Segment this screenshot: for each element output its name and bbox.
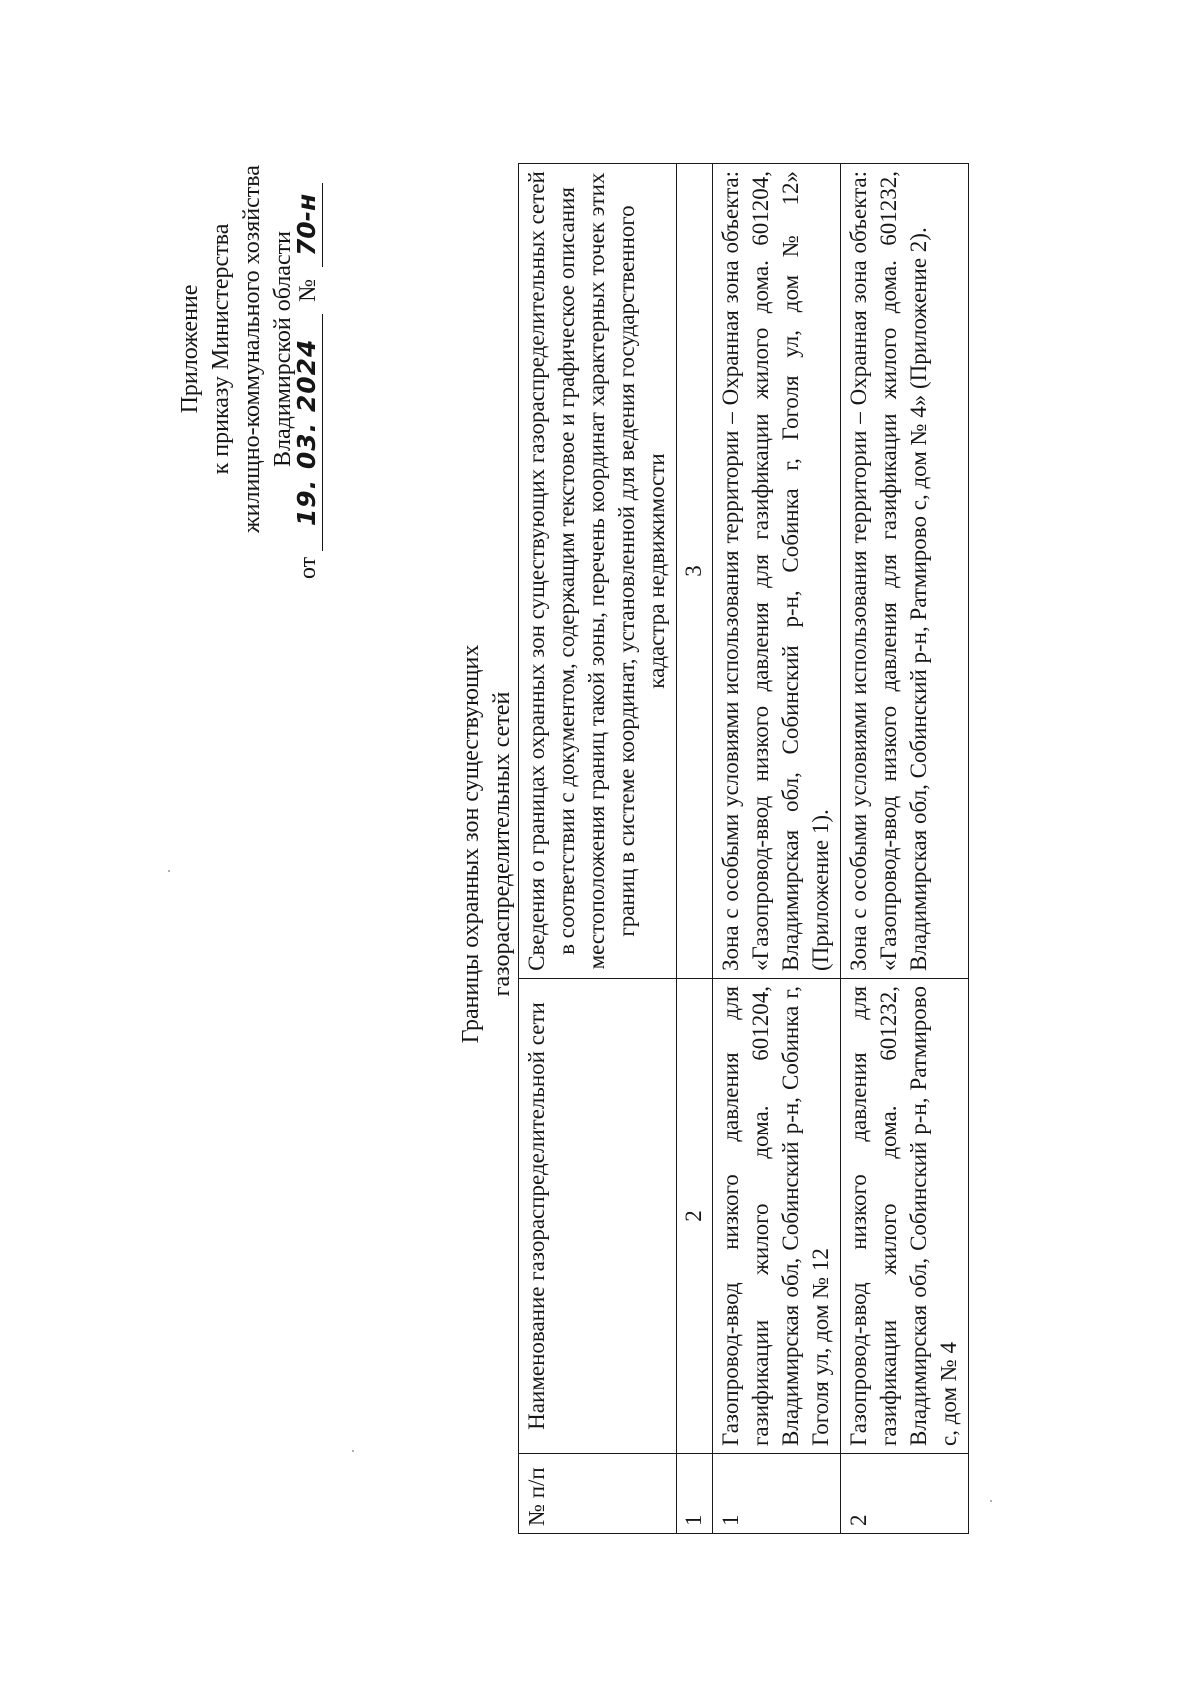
protection-zones-table — [518, 163, 969, 1534]
appendix-header-line: к приказу Министерства — [208, 223, 234, 475]
table-row — [713, 164, 841, 1534]
document-title-line: Границы охранных зон существующих — [458, 644, 484, 1044]
document-title-line: газораспределительных сетей — [489, 691, 515, 997]
document-title — [456, 584, 518, 1104]
scan-speck — [352, 1450, 354, 1452]
scan-speck — [168, 870, 170, 872]
order-prefix: от — [295, 556, 321, 579]
header-zone-info-cell: Сведения о границах охранных зон существующих газораспределительных сетей в соответствии с документом, содержащим текстовое и графическое описания местоположения границ такой зоны, перечень координат характерных точек этих границ в системе координат, установленной для ведения государственного кадастра недвижимости — [519, 164, 677, 979]
appendix-header-line: Приложение — [177, 284, 203, 414]
zone-info-cell: Зона с особыми условиями использования территории – Охранная зона объекта: «Газопровод-ввод низкого давления для газификации жилого дома. 601204, Владимирская обл, Собинский р-н, Собинка г, Гоголя ул, дом № 12» (Приложение 1). — [713, 164, 841, 979]
rotated-page-content — [50, 44, 1150, 1664]
column-number-cell: 2 — [677, 979, 713, 1454]
column-number-cell: 1 — [677, 1454, 713, 1534]
appendix-header — [175, 114, 299, 584]
column-number-cell: 3 — [677, 164, 713, 979]
order-reference — [288, 109, 328, 579]
appendix-header-line: жилищно-коммунального хозяйства — [239, 165, 265, 533]
appendix-header-line: Владимирской области — [270, 231, 296, 467]
header-network-name-cell: Наименование газораспределительной сети — [519, 979, 677, 1454]
network-name-cell: Газопровод-ввод низкого давления для газификации жилого дома. 601232, Владимирская обл, Собинский р-н, Ратмирово с, дом № 4 — [841, 979, 969, 1454]
order-number-sign: № — [295, 278, 321, 302]
table-row — [841, 164, 969, 1534]
row-number-cell: 1 — [713, 1454, 841, 1534]
order-number-handwritten: 70-н — [292, 183, 323, 267]
order-date-handwritten: 19. 03. 2024 — [292, 314, 323, 551]
zone-info-cell: Зона с особыми условиями использования территории – Охранная зона объекта: «Газопровод-ввод низкого давления для газификации жилого дома. 601232, Владимирская обл, Собинский р-н, Ратмирово с, дом № 4» (Приложение 2). — [841, 164, 969, 979]
table-header-row — [519, 164, 677, 1534]
scan-speck — [990, 1500, 992, 1502]
header-number-cell: № п/п — [519, 1454, 677, 1534]
network-name-cell: Газопровод-ввод низкого давления для газификации жилого дома. 601204, Владимирская обл, Собинский р-н, Собинка г, Гоголя ул, дом № 12 — [713, 979, 841, 1454]
column-number-row — [677, 164, 713, 1534]
row-number-cell: 2 — [841, 1454, 969, 1534]
